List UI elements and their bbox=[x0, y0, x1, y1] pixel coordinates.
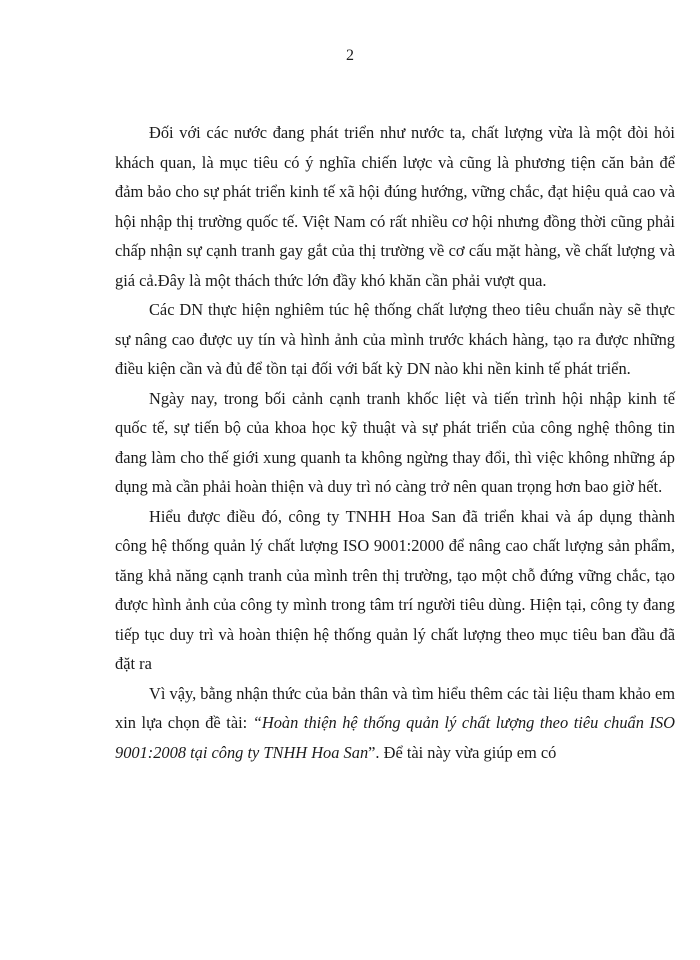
paragraph-3: Ngày nay, trong bối cảnh cạnh tranh khốc liệt và tiến trình hội nhập kinh tế quốc tế, sự tiến bộ của khoa học kỹ thuật và sự phát triển của công nghệ thông tin đang làm cho thế giới xung quanh ta không ngừng thay đổi, thì việc không những áp dụng mà cần phải hoàn thiện và duy trì nó càng trở nên quan trọng hơn bao giờ hết. bbox=[115, 388, 675, 496]
paragraph-1: Đối với các nước đang phát triển như nước ta, chất lượng vừa là một đòi hỏi khách quan, là mục tiêu có ý nghĩa chiến lược và cũng là phương tiện căn bản để đảm bảo cho sự phát triển kinh tế xã hội đúng hướng, vững chắc, đạt hiệu quả cao và hội nhập thị trường quốc tế. Việt Nam có rất nhiều cơ hội nhưng đồng thời cũng phải chấp nhận sự cạnh tranh gay gắt của thị trường về cơ cấu mặt hàng, về chất lượng và giá cả.Đây là một thách thức lớn đầy khó khăn cần phải vượt qua. bbox=[115, 123, 675, 290]
thesis-title: “Hoàn thiện hệ thống quản lý chất lượng theo tiêu chuẩn ISO 9001:2008 tại công ty TNHH Hoa San bbox=[115, 713, 675, 762]
page-number: 2 bbox=[346, 47, 354, 64]
paragraph-4: Hiểu được điều đó, công ty TNHH Hoa San đã triển khai và áp dụng thành công hệ thống quản lý chất lượng ISO 9001:2000 để nâng cao chất lượng sản phẩm, tăng khả năng cạnh tranh của mình trên thị trường, tạo một chỗ đứng vững chắc, tạo được hình ảnh của công ty mình trong tâm trí người tiêu dùng. Hiện tại, công ty đang tiếp tục duy trì và hoàn thiện hệ thống quản lý chất lượng theo mục tiêu ban đầu đã đặt ra bbox=[115, 506, 675, 673]
body-text bbox=[115, 118, 675, 767]
paragraph-5-lead: Vì vậy, bằng nhận thức của bản thân và tìm hiểu thêm các tài liệu tham khảo em xin lựa chọn đề tài: bbox=[115, 683, 675, 732]
paragraph-5-tail: ”. Để tài này vừa giúp em có bbox=[368, 742, 557, 762]
paragraph-2: Các DN thực hiện nghiêm túc hệ thống chất lượng theo tiêu chuẩn này sẽ thực sự nâng cao được uy tín và hình ảnh của mình trước khách hàng, tạo ra được những điều kiện cần và đủ để tồn tại đối với bất kỳ DN nào khi nền kinh tế phát triển. bbox=[115, 300, 675, 378]
paragraph-5 bbox=[115, 679, 675, 768]
